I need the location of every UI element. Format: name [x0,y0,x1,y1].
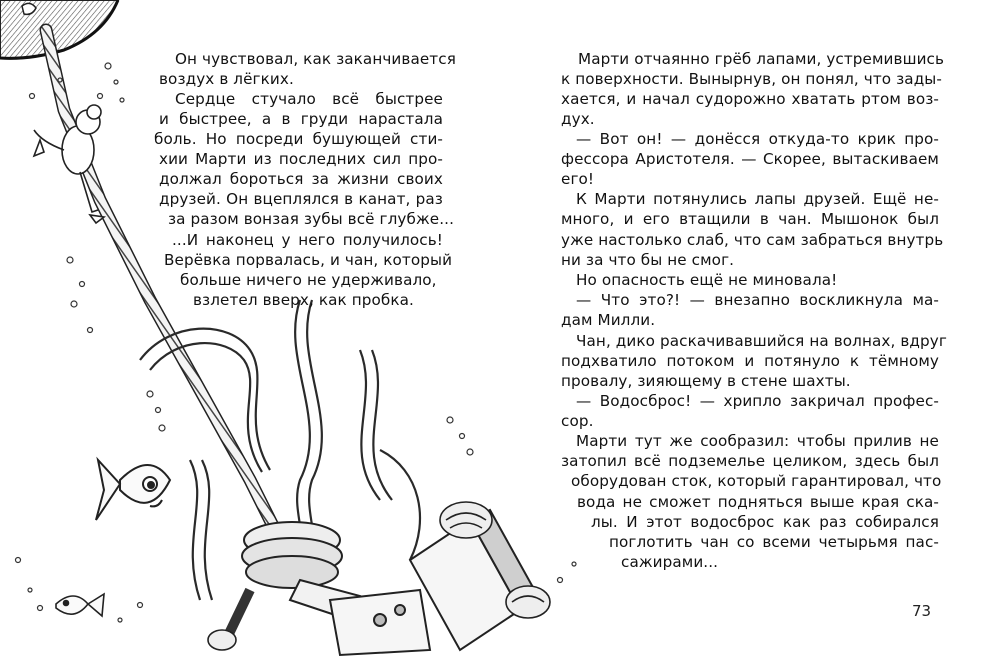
text-line: лы. И этот водосброс как раз собирался [591,513,939,531]
text-line: К Марти потянулись лапы друзей. Ещё не- [576,190,939,208]
text-line: оборудован сток, который гарантировал, что [571,472,942,490]
text-line: Но опасность ещё не миновала! [576,271,838,289]
text-line: Марти отчаянно грёб лапами, устремившись [578,50,945,68]
page-number: 73 [912,602,932,620]
text-line: фессора Аристотеля. — Скорее, вытаскиваем [561,150,939,168]
text-line: Чан, дико раскачивавшийся на волнах, вдруг [576,332,947,350]
text-line: — Что это?! — внезапно воскликнула ма- [576,291,939,309]
text-line: Марти тут же сообразил: чтобы прилив не [576,432,939,450]
text-line: ни за что бы не смог. [561,251,735,269]
text-line: хается, и начал судорожно хватать ртом воз- [561,90,939,108]
text-line: Сердце стучало всё быстрее [175,90,443,108]
text-line: и быстрее, а в груди нарастала [159,110,443,128]
text-line: дух. [561,110,595,128]
sunken-chest [330,510,540,655]
text-line: хии Марти из последних сил про- [159,150,443,168]
text-line: — Водосброс! — хрипло закричал профес- [576,392,939,410]
text-line: за разом вонзая зубы всё глубже... [168,210,454,228]
text-line: — Вот он! — донёсся откуда-то крик про- [576,130,939,148]
text-line: дам Милли. [561,311,656,329]
fish-large [96,460,170,520]
text-line: подхватило потоком и потянуло к тёмному [561,352,939,370]
text-line: взлетел вверх, как пробка. [193,291,414,309]
text-line: должал бороться за жизни своих [159,170,443,188]
text-line: больше ничего не удерживало, [180,271,437,289]
text-line: вода не сможет подняться выше края ска- [577,493,939,511]
vat-bottom [0,0,118,58]
text-line: Он чувствовал, как заканчивается [175,50,456,68]
text-line: поглотить чан со всеми четырьмя пас- [609,533,939,551]
text-line: много, и его втащили в чан. Мышонок был [561,210,939,228]
text-line: затопил всё подземелье целиком, здесь был [561,452,939,470]
text-line: сор. [561,412,594,430]
text-line: уже настолько слаб, что сам забраться внутрь [561,231,944,249]
text-line: сажирами... [621,553,719,571]
fish-small [56,594,104,616]
text-line: Верёвка порвалась, и чан, который [164,251,453,269]
text-line: воздух в лёгких. [159,70,294,88]
text-line: его! [561,170,595,188]
text-line: боль. Но посреди бушующей сти- [154,130,443,148]
text-line: к поверхности. Вынырнув, он понял, что зады- [561,70,942,88]
text-line: друзей. Он вцеплялся в канат, раз [159,190,443,208]
text-line: провалу, зияющему в стене шахты. [561,372,851,390]
text-line: ...И наконец у него получилось! [172,231,443,249]
